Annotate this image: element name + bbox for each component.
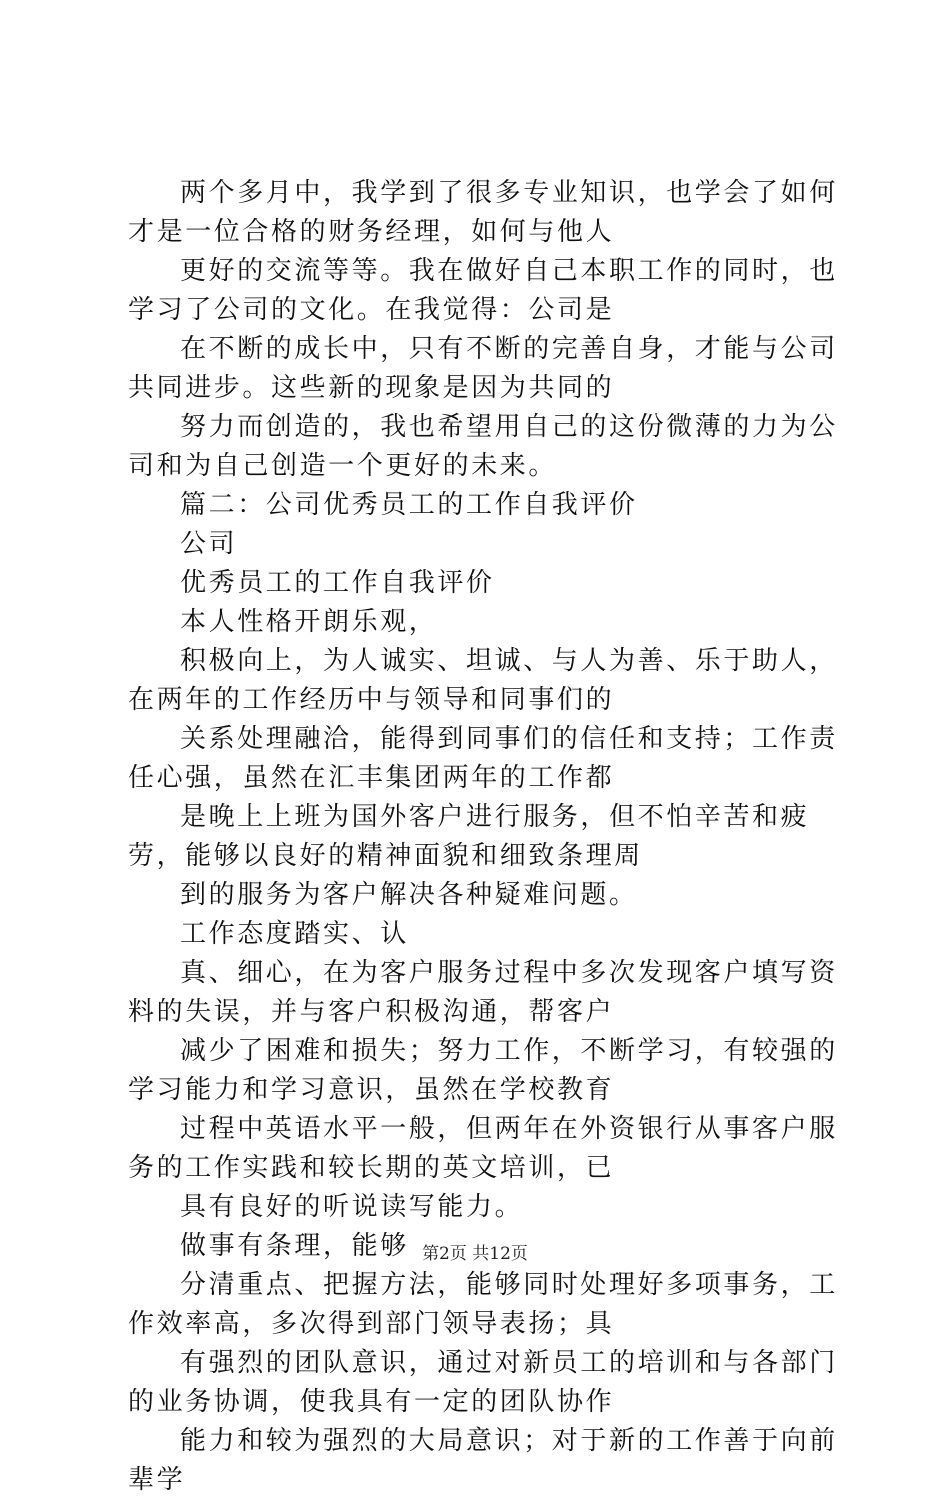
paragraph: 公司	[180, 529, 238, 559]
paragraph: 过程中英语水平一般，但两年在外资银行从事客户服务的工作实践和较长期的英文培训，已	[128, 1114, 838, 1183]
paragraph: 努力而创造的，我也希望用自己的这份微薄的力为公司和为自己创造一个更好的未来。	[128, 412, 838, 481]
paragraph: 关系处理融洽，能得到同事们的信任和支持；工作责任心强，虽然在汇丰集团两年的工作都	[128, 724, 838, 793]
document-body	[128, 174, 838, 1500]
paragraph: 积极向上，为人诚实、坦诚、与人为善、乐于助人，在两年的工作经历中与领导和同事们的	[128, 646, 838, 715]
page-number-footer: 第2页 共12页	[422, 1244, 528, 1264]
paragraph: 具有良好的听说读写能力。	[180, 1192, 524, 1222]
paragraph: 工作态度踏实、认	[180, 919, 409, 949]
paragraph: 是晚上上班为国外客户进行服务，但不怕辛苦和疲劳，能够以良好的精神面貌和细致条理周	[128, 802, 810, 871]
paragraph: 有强烈的团队意识，通过对新员工的培训和与各部门的业务协调，使我具有一定的团队协作	[128, 1348, 838, 1417]
paragraph: 真、细心，在为客户服务过程中多次发现客户填写资料的失误，并与客户积极沟通，帮客户	[128, 958, 838, 1027]
paragraph: 能力和较为强烈的大局意识；对于新的工作善于向前辈学	[128, 1426, 838, 1495]
paragraph: 减少了困难和损失；努力工作，不断学习，有较强的学习能力和学习意识，虽然在学校教育	[128, 1036, 838, 1105]
paragraph: 到的服务为客户解决各种疑难问题。	[180, 880, 638, 910]
section-heading: 篇二：公司优秀员工的工作自我评价	[180, 490, 638, 520]
paragraph: 本人性格开朗乐观，	[180, 607, 438, 637]
paragraph: 优秀员工的工作自我评价	[180, 568, 495, 598]
paragraph: 更好的交流等等。我在做好自己本职工作的同时，也学习了公司的文化。在我觉得：公司是	[128, 256, 838, 325]
paragraph: 在不断的成长中，只有不断的完善自身，才能与公司共同进步。这些新的现象是因为共同的	[128, 334, 838, 403]
paragraph: 做事有条理，能够	[180, 1231, 409, 1261]
paragraph: 分清重点、把握方法，能够同时处理好多项事务，工作效率高，多次得到部门领导表扬；具	[128, 1270, 838, 1339]
paragraph: 两个多月中，我学到了很多专业知识，也学会了如何才是一位合格的财务经理，如何与他人	[128, 178, 838, 247]
